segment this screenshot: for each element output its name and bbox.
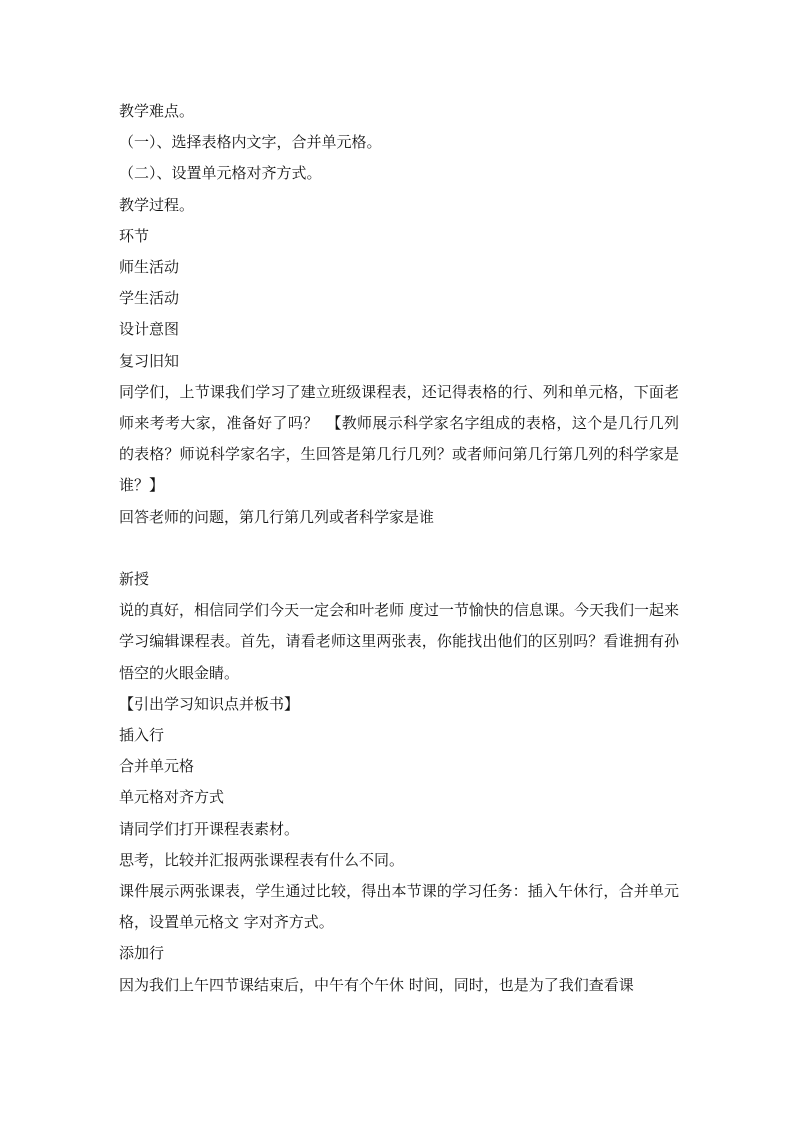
paragraph-add-row: 添加行 — [119, 944, 165, 963]
paragraph-student-activity: 学生活动 — [119, 289, 180, 308]
blank-line — [119, 533, 679, 564]
document-body — [119, 96, 684, 1001]
paragraph-student-answer: 回答老师的问题，第几行第几列或者科学家是谁 — [119, 507, 435, 526]
paragraph-stage: 环节 — [119, 226, 150, 245]
paragraph-new-lesson: 新授 — [119, 570, 150, 589]
paragraph-knowledge-points: 【引出学习知识点并板书】 — [119, 694, 300, 713]
paragraph-review-body: 同学们，上节课我们学习了建立班级课程表，还记得表格的行、列和单元格，下面老 师来考考大家，准备好了吗？ 【教师展示科学家名字组成的表格，这个是几行几列的表格？师说科学家名字，生回答是第几行几列？或者师问第几行第几列的科学家是谁？】 — [119, 382, 684, 495]
paragraph-courseware: 课件展示两张课表，学生通过比较，得出本节课的学习任务：插入午休行，合并单元格，设置单元格文 字对齐方式。 — [119, 882, 679, 932]
paragraph-compare: 思考，比较并汇报两张课程表有什么不同。 — [119, 850, 405, 869]
paragraph-insert-row: 插入行 — [119, 726, 165, 745]
paragraph-heading-difficulties: 教学难点。 — [119, 102, 195, 120]
paragraph-difficulty-1: （一）、选择表格内文字，合并单元格。 — [119, 133, 382, 152]
paragraph-new-lesson-body: 说的真好，相信同学们今天一定会和叶老师 度过一节愉快的信息课。今天我们一起来学习编辑课程表。首先，请看老师这里两张表，你能找出他们的区别吗？看谁拥有孙悟空的火眼金睛。 — [119, 601, 679, 682]
paragraph-design-intent: 设计意图 — [119, 320, 180, 339]
paragraph-review: 复习旧知 — [119, 351, 180, 370]
paragraph-heading-process: 教学过程。 — [119, 195, 195, 214]
paragraph-open-material: 请同学们打开课程表素材。 — [119, 819, 300, 838]
paragraph-cell-align: 单元格对齐方式 — [119, 788, 225, 807]
paragraph-teacher-activity: 师生活动 — [119, 258, 180, 277]
paragraph-merge-cells: 合并单元格 — [119, 757, 195, 776]
paragraph-difficulty-2: （二）、设置单元格对齐方式。 — [119, 164, 322, 183]
paragraph-reason: 因为我们上午四节课结束后，中午有个午休 时间，同时，也是为了我们查看课 — [119, 975, 634, 994]
